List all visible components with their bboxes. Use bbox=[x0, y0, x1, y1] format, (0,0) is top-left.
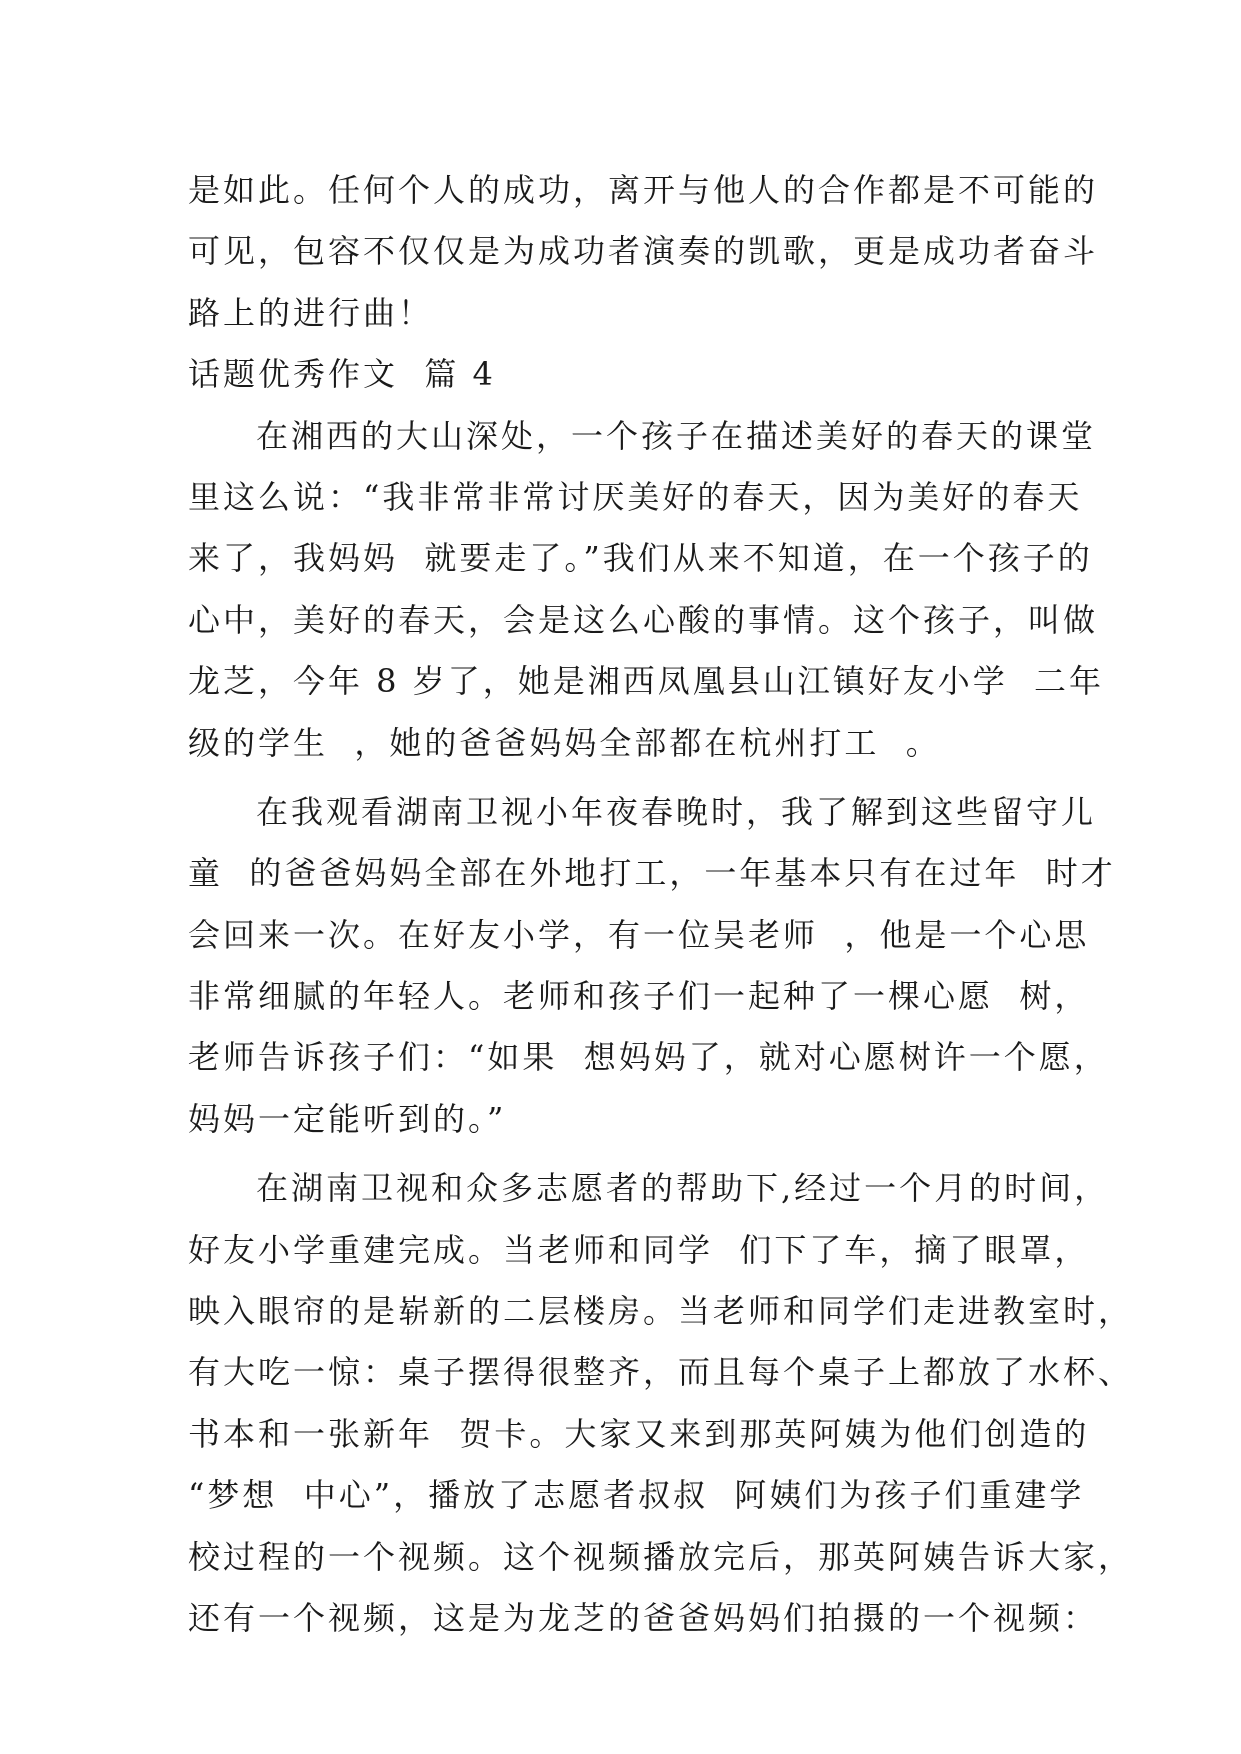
text-line: “梦想 中心”，播放了志愿者叔叔 阿姨们为孩子们重建学 bbox=[188, 1476, 1085, 1515]
text-line: 心中，美好的春天，会是这么心酸的事情。这个孩子，叫做 bbox=[188, 600, 1099, 639]
paragraph-1 bbox=[188, 406, 1105, 774]
text-line: 龙芝，今年 8 岁了，她是湘西凤凰县山江镇好友小学 二年 bbox=[188, 662, 1105, 701]
text-line: 路上的进行曲！ bbox=[188, 293, 434, 332]
text-line: 在我观看湖南卫视小年夜春晚时，我了解到这些留守儿 bbox=[256, 792, 1097, 831]
text-line: 会回来一次。在好友小学，有一位吴老师 ，他是一个心思 bbox=[188, 915, 1090, 954]
text-line: 来了，我妈妈 就要走了。”我们从来不知道，在一个孩子的 bbox=[188, 539, 1093, 578]
text-line: 妈妈一定能听到的。” bbox=[188, 1099, 507, 1138]
text-line: 校过程的一个视频。这个视频播放完后，那英阿姨告诉大家， bbox=[188, 1537, 1134, 1576]
text-line: 还有一个视频，这是为龙芝的爸爸妈妈们拍摄的一个视频： bbox=[188, 1598, 1099, 1637]
paragraph-3 bbox=[188, 1158, 1134, 1649]
text-line: 映入眼帘的是崭新的二层楼房。当老师和同学们走进教室时， bbox=[188, 1292, 1134, 1331]
text-line: 是如此。任何个人的成功，离开与他人的合作都是不可能的 bbox=[188, 171, 1099, 209]
paragraph-2 bbox=[188, 782, 1116, 1150]
text-line: 书本和一张新年 贺卡。大家又来到那英阿姨为他们创造的 bbox=[188, 1414, 1090, 1453]
continuation-paragraph bbox=[188, 160, 1099, 344]
paragraph-gap bbox=[188, 774, 1058, 782]
text-line: 在湖南卫视和众多志愿者的帮助下,经过一个月的时间， bbox=[256, 1169, 1110, 1208]
text-line: 级的学生 ，她的爸爸妈妈全部都在杭州打工 。 bbox=[188, 723, 941, 762]
document-body bbox=[188, 160, 1134, 1649]
text-line: 童 的爸爸妈妈全部在外地打工，一年基本只有在过年 时才 bbox=[188, 854, 1116, 893]
text-line: 老师告诉孩子们：“如果 想妈妈了，就对心愿树许一个愿， bbox=[188, 1038, 1109, 1077]
text-line: 里这么说：“我非常非常讨厌美好的春天，因为美好的春天 bbox=[188, 477, 1083, 516]
section-heading: 话题优秀作文 篇 4 bbox=[188, 355, 496, 394]
text-line: 在湘西的大山深处，一个孩子在描述美好的春天的课堂 bbox=[256, 416, 1097, 455]
text-line: 有大吃一惊：桌子摆得很整齐，而且每个桌子上都放了水杯、 bbox=[188, 1353, 1134, 1392]
paragraph-gap bbox=[188, 1150, 1058, 1158]
text-line: 非常细腻的年轻人。老师和孩子们一起种了一棵心愿 树， bbox=[188, 977, 1090, 1016]
text-line: 可见，包容不仅仅是为成功者演奏的凯歌，更是成功者奋斗 bbox=[188, 232, 1099, 271]
text-line: 好友小学重建完成。当老师和同学 们下了车，摘了眼罩， bbox=[188, 1230, 1090, 1269]
